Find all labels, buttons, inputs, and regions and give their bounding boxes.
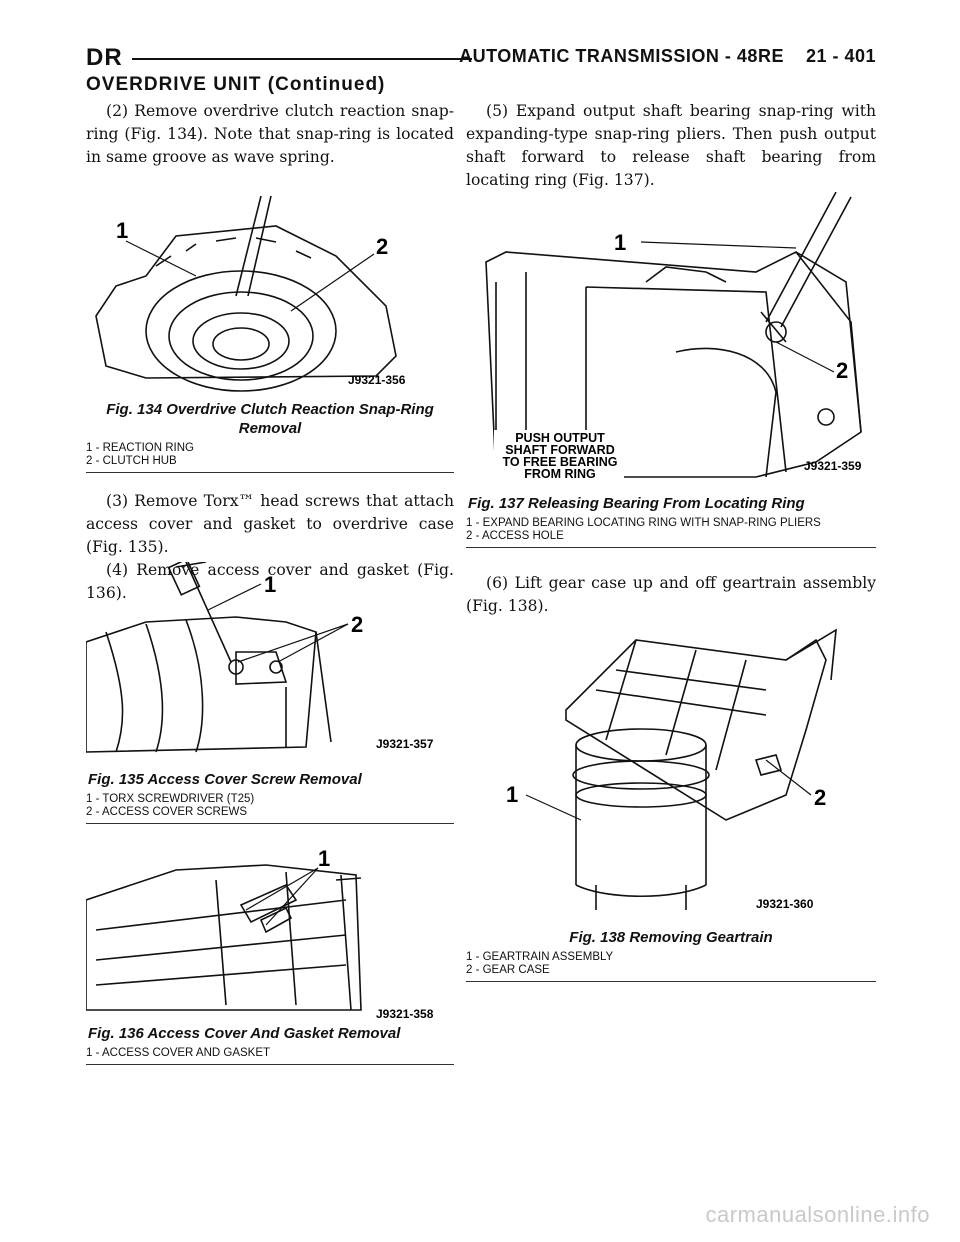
fig138-rule [466,981,876,982]
step-5: (5) Expand output shaft bearing snap-ring with expanding-type snap-ring pliers. Then push output shaft forward to release shaft bearing from locating ring (Fig. 137). [466,102,876,189]
fig137-callout-2: 2 [836,358,849,383]
header-rule [132,58,472,60]
figure-135 [86,562,454,824]
fig138-code: J9321-360 [756,897,814,910]
fig137-caption: Fig. 137 Releasing Bearing From Locating Ring [468,495,805,512]
fig134-callout-1: 1 [116,218,129,243]
fig134-callout-2: 2 [376,234,389,259]
fig137-code: J9321-359 [804,459,862,473]
fig138-legend-2: 2 - GEAR CASE [466,964,550,976]
fig136-caption: Fig. 136 Access Cover And Gasket Removal [88,1025,401,1042]
figure-134 [86,196,454,473]
header-right: AUTOMATIC TRANSMISSION - 48RE 21 - 401 [459,46,876,66]
fig137-push-line-2: SHAFT FORWARD [505,443,615,457]
fig138-legend [466,951,876,977]
header-left: DR [86,44,123,71]
fig135-legend-1: 1 - TORX SCREWDRIVER (T25) [86,793,255,805]
fig138-callout-2: 2 [814,785,827,810]
fig136-callout-1: 1 [318,846,331,871]
right-column-step6 [466,572,876,618]
right-column [466,100,876,192]
fig137-push-line-1: PUSH OUTPUT [515,431,605,445]
fig135-code: J9321-357 [376,737,434,751]
fig134-legend-1: 1 - REACTION RING [86,442,194,454]
page-header [86,40,876,78]
fig137-rule [466,547,876,548]
fig137-callout-1: 1 [614,230,627,255]
fig136-legend [86,1047,454,1060]
fig137-legend-1: 1 - EXPAND BEARING LOCATING RING WITH SNAP-RING PLIERS [466,517,821,529]
fig138-caption: Fig. 138 Removing Geartrain [569,929,773,946]
step-4: (4) Remove access cover and gasket (Fig. 136). [86,561,454,602]
fig137-push-line-3: TO FREE BEARING [502,455,618,469]
fig135-caption: Fig. 135 Access Cover Screw Removal [88,771,362,788]
fig134-legend [86,442,454,468]
fig134-caption: Fig. 134 Overdrive Clutch Reaction Snap-Ring Removal [106,401,434,437]
fig135-rule [86,823,454,824]
fig136-legend-1: 1 - ACCESS COVER AND GASKET [86,1047,271,1059]
step-6: (6) Lift gear case up and off geartrain assembly (Fig. 138). [466,574,876,615]
fig136-illustration [86,840,454,1020]
fig134-legend-2: 2 - CLUTCH HUB [86,455,177,467]
figure-137 [466,192,876,548]
fig138-legend-1: 1 - GEARTRAIN ASSEMBLY [466,951,614,963]
fig137-push-line-4: FROM RING [524,467,596,481]
fig137-legend-2: 2 - ACCESS HOLE [466,530,564,542]
fig134-code: J9321-356 [348,373,406,387]
figure-136 [86,840,454,1065]
figure-138 [466,620,876,982]
fig135-callout-2: 2 [351,612,364,637]
step-2: (2) Remove overdrive clutch reaction snap-ring (Fig. 134). Note that snap-ring is located in same groove as wave spring. [86,102,454,166]
fig135-illustration [86,562,454,762]
fig136-rule [86,1064,454,1065]
section-title: OVERDRIVE UNIT (Continued) [86,74,386,95]
fig138-illustration [466,620,876,910]
left-column [86,100,454,169]
fig134-illustration [86,196,454,396]
fig134-rule [86,472,454,473]
fig135-legend-2: 2 - ACCESS COVER SCREWS [86,806,248,818]
fig135-callout-1: 1 [264,572,277,597]
fig137-push-label [494,430,624,482]
fig138-callout-1: 1 [506,782,519,807]
fig135-legend [86,793,454,819]
fig136-code: J9321-358 [376,1007,434,1020]
step-3: (3) Remove Torx™ head screws that attach access cover and gasket to overdrive case (Fig. 135). [86,492,454,556]
fig137-illustration [466,192,876,482]
watermark: carmanualsonline.info [705,1202,930,1227]
fig137-legend [466,517,876,543]
